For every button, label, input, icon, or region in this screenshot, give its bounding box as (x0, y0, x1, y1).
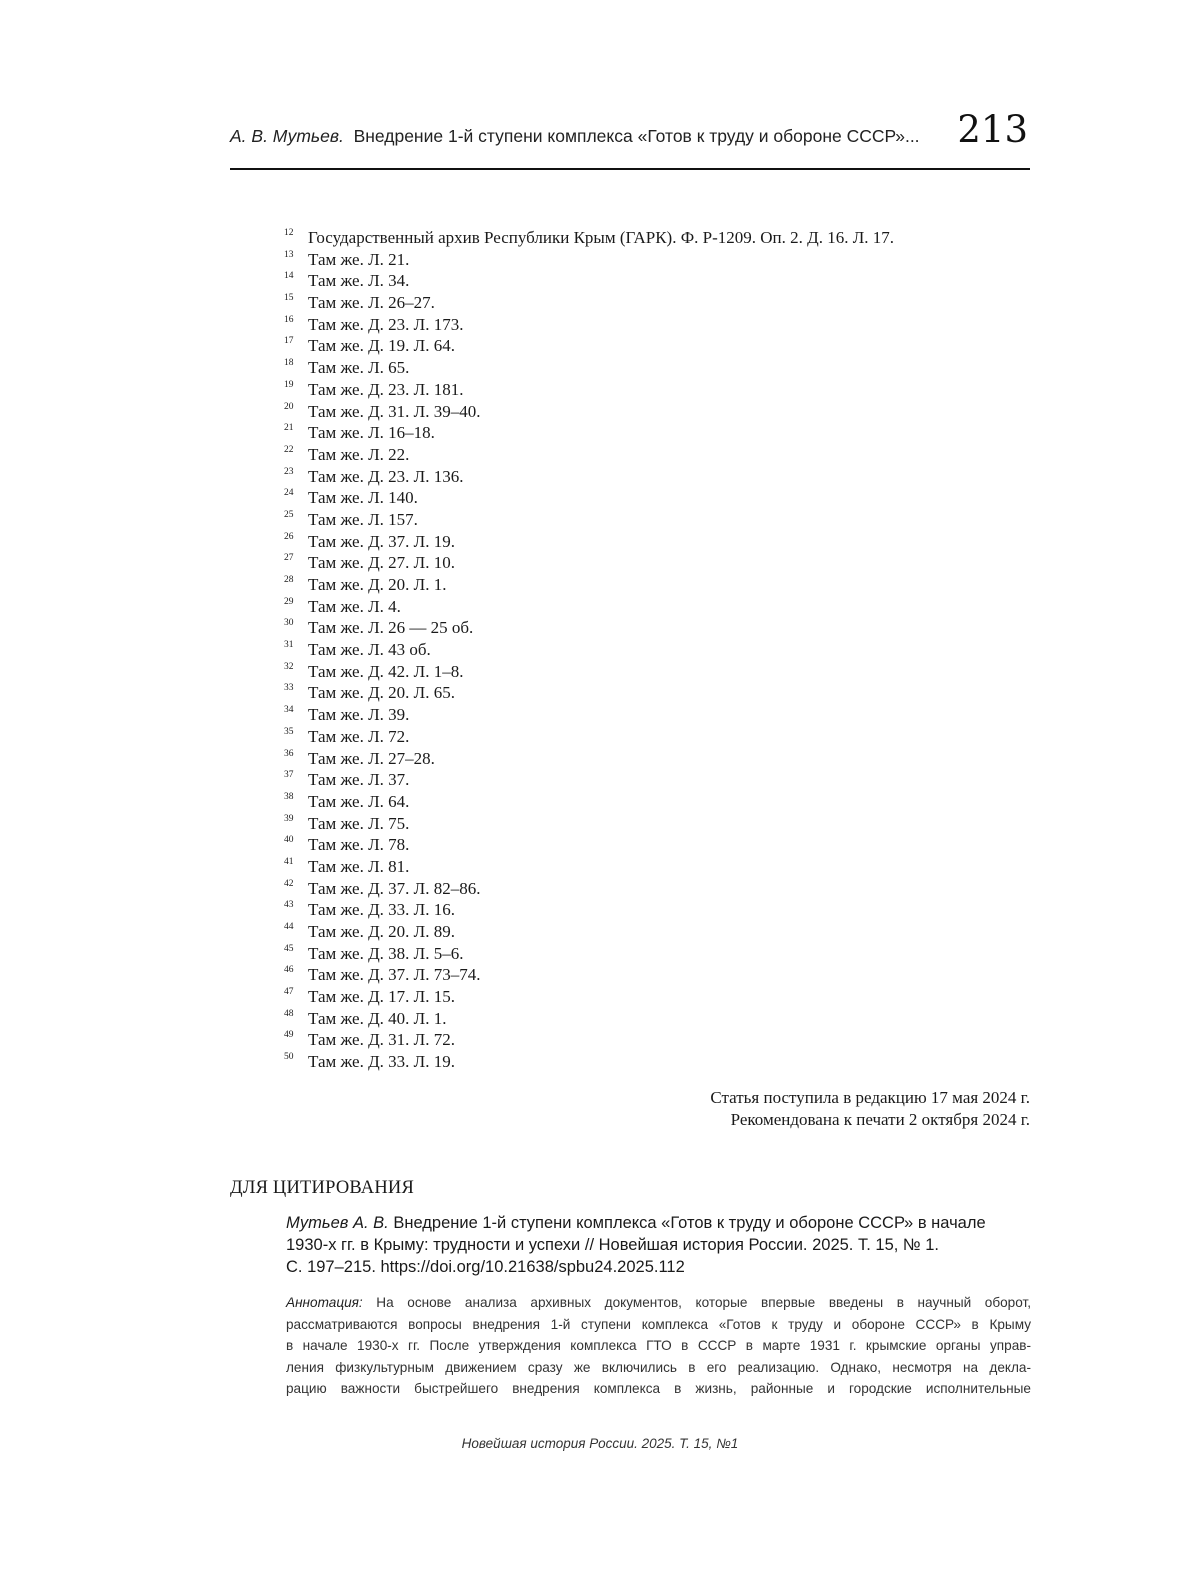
endnote-item (284, 1008, 1004, 1030)
endnote-item (284, 813, 1004, 835)
endnote-text: Там же. Л. 22. (308, 444, 410, 464)
endnote-text: Там же. Л. 26–27. (308, 293, 435, 313)
endnote-text: Там же. Л. 72. (308, 726, 410, 746)
endnote-item (284, 899, 1004, 921)
endnotes-list (284, 227, 1004, 1073)
running-head-title: Внедрение 1-й ступени комплекса «Готов к труду и обороне СССР»... (353, 126, 920, 146)
endnote-number: 36 (284, 748, 294, 759)
endnote-text: Там же. Л. 140. (308, 488, 418, 508)
endnote-text: Там же. Д. 19. Л. 64. (308, 336, 455, 356)
endnote-text: Там же. Л. 34. (308, 271, 410, 291)
endnote-number: 24 (284, 488, 294, 499)
endnote-text: Там же. Л. 64. (308, 791, 410, 811)
running-head-author: А. В. Мутьев. (230, 126, 344, 146)
endnote-text: Там же. Д. 37. Л. 19. (308, 531, 455, 551)
endnote-item (284, 682, 1004, 704)
endnote-number: 12 (284, 228, 294, 238)
abstract-line-1-text: На основе анализа архивных документов, которые впервые введены в научный оборот, (376, 1295, 1032, 1310)
endnote-item (284, 726, 1004, 748)
endnote-item (284, 943, 1004, 965)
endnote-item (284, 401, 1004, 423)
recommended-date: Рекомендована к печати 2 октября 2024 г. (730, 1110, 1030, 1129)
endnote-number: 45 (284, 943, 294, 954)
endnote-text: Там же. Л. 75. (308, 813, 410, 833)
endnote-item (284, 878, 1004, 900)
received-date: Статья поступила в редакцию 17 мая 2024 г. (710, 1088, 1030, 1107)
endnote-item (284, 617, 1004, 639)
endnote-number: 35 (284, 726, 294, 737)
endnote-text: Там же. Д. 31. Л. 72. (308, 1030, 455, 1050)
endnote-number: 42 (284, 878, 294, 889)
endnote-text: Там же. Д. 17. Л. 15. (308, 987, 455, 1007)
endnote-text: Там же. Л. 4. (308, 596, 401, 616)
endnote-item (284, 227, 1004, 249)
endnote-number: 49 (284, 1030, 294, 1041)
endnote-text: Там же. Л. 37. (308, 770, 410, 790)
endnote-number: 13 (284, 249, 294, 260)
endnote-text: Там же. Л. 43 об. (308, 640, 431, 660)
endnote-text: Там же. Л. 16–18. (308, 423, 435, 443)
citation-author: Мутьев А. В. (286, 1214, 389, 1232)
endnote-number: 18 (284, 358, 294, 369)
endnote-item (284, 986, 1004, 1008)
endnote-item (284, 921, 1004, 943)
endnote-text: Там же. Д. 23. Л. 136. (308, 466, 464, 486)
endnote-text: Там же. Д. 37. Л. 82–86. (308, 878, 481, 898)
endnote-item (284, 661, 1004, 683)
endnote-text: Там же. Д. 23. Л. 181. (308, 379, 464, 399)
endnote-text: Там же. Д. 40. Л. 1. (308, 1008, 447, 1028)
endnote-item (284, 487, 1004, 509)
endnote-item (284, 748, 1004, 770)
endnote-text: Там же. Л. 27–28. (308, 748, 435, 768)
endnote-item (284, 357, 1004, 379)
endnote-number: 21 (284, 423, 294, 434)
endnote-item (284, 834, 1004, 856)
endnote-number: 15 (284, 293, 294, 304)
endnote-number: 17 (284, 336, 294, 347)
endnote-text: Там же. Д. 42. Л. 1–8. (308, 661, 464, 681)
endnote-item (284, 335, 1004, 357)
endnote-number: 19 (284, 379, 294, 390)
endnote-item (284, 270, 1004, 292)
endnote-text: Там же. Д. 31. Л. 39–40. (308, 401, 481, 421)
endnote-item (284, 856, 1004, 878)
endnote-text: Там же. Д. 37. Л. 73–74. (308, 965, 481, 985)
endnote-number: 30 (284, 618, 294, 629)
abstract-line-1 (286, 1292, 1031, 1314)
citation-title: Внедрение 1-й ступени комплекса «Готов к труду и обороне СССР» в начале (393, 1214, 986, 1232)
citation-line-2: 1930-х гг. в Крыму: трудности и успехи // Новейшая история России. 2025. Т. 15, № 1. (286, 1236, 939, 1254)
endnote-number: 33 (284, 683, 294, 694)
endnote-number: 14 (284, 271, 294, 282)
endnote-number: 47 (284, 987, 294, 998)
endnote-text: Там же. Л. 81. (308, 856, 410, 876)
endnote-text: Там же. Л. 157. (308, 509, 418, 529)
endnote-number: 50 (284, 1052, 294, 1063)
endnote-number: 46 (284, 965, 294, 976)
running-head (230, 126, 920, 147)
endnote-item (284, 292, 1004, 314)
endnote-number: 26 (284, 531, 294, 542)
endnote-number: 28 (284, 575, 294, 585)
abstract-label: Аннотация: (286, 1295, 363, 1310)
citation-heading: ДЛЯ ЦИТИРОВАНИЯ (230, 1178, 414, 1198)
citation-line-3: С. 197–215. https://doi.org/10.21638/spbu24.2025.112 (286, 1258, 685, 1276)
endnote-number: 38 (284, 791, 294, 802)
page-number: 213 (957, 108, 1028, 151)
endnote-text: Там же. Д. 38. Л. 5–6. (308, 943, 464, 963)
endnote-text: Там же. Л. 21. (308, 249, 410, 269)
endnote-number: 41 (284, 856, 294, 867)
endnote-number: 37 (284, 770, 294, 781)
endnote-text: Там же. Д. 33. Л. 19. (308, 1052, 455, 1072)
endnote-item (284, 964, 1004, 986)
endnote-item (284, 1029, 1004, 1051)
endnote-number: 31 (284, 640, 294, 651)
endnote-number: 23 (284, 466, 294, 477)
endnote-text: Государственный архив Республики Крым (ГАРК). Ф. Р-1209. Оп. 2. Д. 16. Л. 17. (308, 228, 895, 247)
journal-footer: Новейшая история России. 2025. Т. 15, №1 (461, 1436, 739, 1451)
endnote-number: 29 (284, 596, 294, 607)
abstract-line-4: ления физкультурным движением сразу же включились в его реализацию. Однако, несмотря на декла- (286, 1359, 1031, 1375)
abstract-block (286, 1292, 1031, 1400)
endnote-item (284, 769, 1004, 791)
endnote-number: 34 (284, 705, 294, 716)
abstract-line-5: рацию важности быстрейшего внедрения комплекса в жизнь, районные и городские исполнительные (286, 1381, 1031, 1397)
endnote-number: 20 (284, 401, 294, 412)
received-dates (710, 1087, 1030, 1131)
endnote-item (284, 466, 1004, 488)
abstract-line-2: рассматриваются вопросы внедрения 1-й ступени комплекса «Готов к труду и обороне СССР» в Крыму (286, 1316, 1031, 1332)
endnote-item (284, 379, 1004, 401)
endnote-text: Там же. Л. 26 — 25 об. (308, 618, 474, 638)
endnote-number: 44 (284, 922, 294, 932)
endnote-item (284, 422, 1004, 444)
endnote-item (284, 249, 1004, 271)
endnote-text: Там же. Д. 33. Л. 16. (308, 900, 455, 920)
endnote-text: Там же. Л. 78. (308, 835, 410, 855)
endnote-text: Там же. Л. 39. (308, 705, 410, 725)
endnote-item (284, 596, 1004, 618)
endnote-item (284, 704, 1004, 726)
endnote-item (284, 574, 1004, 596)
endnote-item (284, 314, 1004, 336)
page-header (230, 108, 1030, 170)
abstract-line-3: в начале 1930-х гг. После утверждения комплекса ГТО в СССР в марте 1931 г. крымские органы управ- (286, 1338, 1031, 1354)
endnote-text: Там же. Д. 20. Л. 65. (308, 683, 455, 703)
endnote-number: 22 (284, 444, 294, 455)
endnote-text: Там же. Д. 27. Л. 10. (308, 553, 455, 573)
endnote-text: Там же. Д. 20. Л. 89. (308, 922, 455, 941)
endnote-text: Там же. Д. 23. Л. 173. (308, 314, 464, 334)
endnote-number: 25 (284, 509, 294, 520)
endnote-number: 48 (284, 1008, 294, 1019)
endnote-number: 27 (284, 553, 294, 564)
endnote-number: 39 (284, 813, 294, 824)
endnote-text: Там же. Л. 65. (308, 358, 410, 378)
endnote-item (284, 791, 1004, 813)
endnote-text: Там же. Д. 20. Л. 1. (308, 575, 447, 594)
endnote-item (284, 552, 1004, 574)
endnote-item (284, 639, 1004, 661)
endnote-number: 16 (284, 314, 294, 325)
endnote-item (284, 444, 1004, 466)
citation-line-1 (286, 1212, 1031, 1234)
endnote-number: 43 (284, 900, 294, 911)
citation-block (286, 1212, 1031, 1278)
endnote-number: 32 (284, 661, 294, 672)
endnote-number: 40 (284, 835, 294, 846)
endnote-item (284, 509, 1004, 531)
endnote-item (284, 531, 1004, 553)
endnote-item (284, 1051, 1004, 1073)
